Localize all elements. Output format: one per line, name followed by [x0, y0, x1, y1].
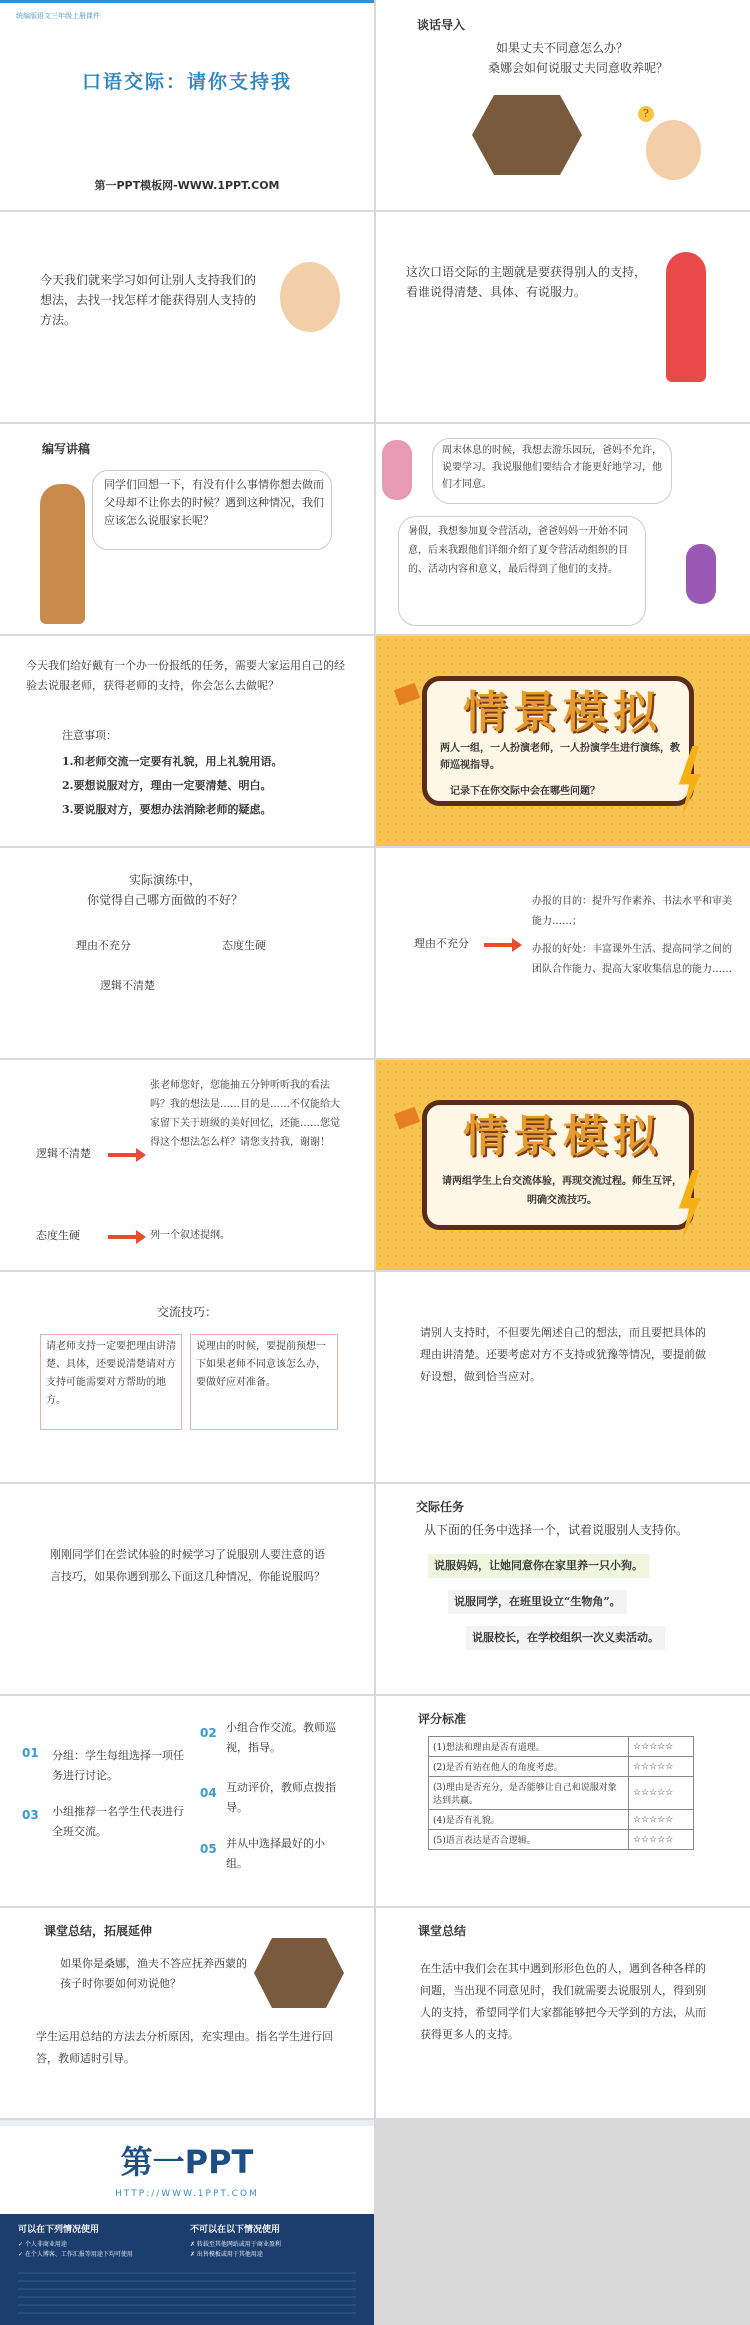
question-1: 实际演练中，: [128, 873, 201, 887]
stars: ☆☆☆☆☆: [629, 1757, 694, 1777]
scene-illustration: [254, 1938, 344, 2008]
girl-reading-illustration: [280, 262, 340, 332]
task-3: 说服校长，在学校组织一次义卖活动。: [466, 1626, 665, 1650]
criterion: (1)想法和理由是否有道理。: [429, 1737, 629, 1757]
not-allowed-heading: 不可以在以下情况使用: [190, 2225, 281, 2235]
slide-2-intro: [376, 0, 750, 210]
paragraph: 请别人支持时，不但要先阐述自己的想法，而且要把具体的理由讲清楚。还要考虑对方不支持或犹豫等情况，要提前做好设想，做到恰当应对。: [420, 1326, 706, 1383]
scene-illustration: [472, 95, 582, 175]
section-heading: 课堂总结，拓展延伸: [44, 1924, 153, 1938]
note-3: 3.要说服对方，要想办法消除老师的疑虑。: [62, 803, 272, 816]
option-b: 态度生硬: [222, 939, 266, 952]
slide-19: [0, 1908, 374, 2118]
step-4: 互动评价，教师点拨指导。: [226, 1781, 336, 1814]
table-row: [429, 1737, 694, 1757]
step-1: 分组：学生每组选择一项任务进行讨论。: [52, 1749, 184, 1782]
course-label: 统编版语文三年级上册课件: [16, 12, 100, 20]
section-heading: 编写讲稿: [42, 442, 91, 456]
stars: ☆☆☆☆☆: [629, 1830, 694, 1850]
paragraph: 刚刚同学们在尝试体验的时候学习了说服别人要注意的语言技巧，如果你遇到那么下面这几种情况，你能说服吗？: [50, 1548, 325, 1583]
section-heading: 评分标准: [418, 1712, 467, 1726]
slide-1-title: [0, 0, 374, 210]
girl-illustration: [646, 120, 701, 180]
paragraph: 张老师您好，您能抽五分钟听听我的看法吗？我的想法是……目的是……不仅能给大家留下关于班级的美好回忆，还能……您觉得这个想法怎么样？请您支持我，谢谢！: [150, 1080, 340, 1148]
slide-15: [0, 1484, 374, 1694]
child-illustration: [686, 544, 716, 604]
criterion: (3)理由是否充分，是否能够让自己和说服对象达到共赢。: [429, 1777, 629, 1810]
slide-21-footer: [0, 2120, 374, 2325]
scenario-title: 情景模拟: [463, 1111, 663, 1162]
note-2: 2.要想说服对方，理由一定要清楚、明白。: [62, 779, 272, 792]
slide-8-scenario: [376, 636, 750, 846]
notes-heading: 注意事项：: [62, 729, 117, 742]
task-1: 说服妈妈，让她同意你在家里养一只小狗。: [428, 1554, 649, 1578]
ppt-logo: 第一PPT: [120, 2143, 254, 2181]
criterion: (2)是否有站在他人的角度考虑。: [429, 1757, 629, 1777]
question-mark-icon: ?: [638, 106, 654, 122]
slide-title: 口语交际：请你支持我: [81, 71, 292, 93]
option-c: 逻辑不清楚: [100, 979, 155, 992]
paragraph: 今天我们给好戴有一个办一份报纸的任务，需要大家运用自己的经验去说服老师，获得老师的支持，你会怎么去做呢？: [26, 659, 345, 692]
slide-11: [0, 1060, 374, 1270]
section-heading: 交际任务: [416, 1500, 465, 1514]
task-2: 说服同学，在班里设立“生物角”。: [448, 1590, 627, 1614]
paragraph-1: 如果你是桑娜，渔夫不答应抚养西蒙的孩子时你要如何劝说他？: [60, 1957, 247, 1990]
step-2: 小组合作交流。教师巡视，指导。: [226, 1721, 336, 1754]
slide-14: [376, 1272, 750, 1482]
stars: ☆☆☆☆☆: [629, 1737, 694, 1757]
scenario-text: 两人一组，一人扮演老师，一人扮演学生进行演练，教师巡视指导。: [440, 743, 680, 771]
link-list: [18, 2266, 356, 2318]
slide-10: [376, 848, 750, 1058]
stars: ☆☆☆☆☆: [629, 1810, 694, 1830]
question-2: 桑娜会如何说服丈夫同意收养呢？: [488, 61, 669, 75]
slide-20: [376, 1908, 750, 2118]
paragraph: 今天我们就来学习如何让别人支持我们的想法，去找一找怎样才能获得别人支持的方法。: [40, 273, 257, 327]
slide-12-scenario: [376, 1060, 750, 1270]
step-number-5: 05: [200, 1842, 217, 1856]
scoring-table: [428, 1736, 694, 1850]
step-number-1: 01: [22, 1746, 39, 1760]
tip-2: 说理由的时候，要提前预想一下如果老师不同意该怎么办，要做好应对准备。: [196, 1341, 326, 1388]
not-allowed-1: ✗ 转载至其他网站或用于商业盈利: [190, 2241, 281, 2248]
paragraph-2: 列一个叙述提纲。: [150, 1230, 230, 1241]
criterion: (4)是否有礼貌。: [429, 1810, 629, 1830]
tips-heading: 交流技巧：: [156, 1305, 217, 1319]
question-1: 如果丈夫不同意怎么办？: [496, 41, 629, 55]
question-2: 你觉得自己哪方面做的不好？: [86, 893, 243, 907]
slide-17: [0, 1696, 374, 1906]
section-heading: 课堂总结: [418, 1924, 467, 1938]
option-a: 理由不充分: [76, 939, 131, 952]
tip-1: 请老师支持一定要把理由讲清楚、具体，还要说清楚请对方支持可能需要对方帮助的地方。: [46, 1341, 176, 1406]
table-row: [429, 1830, 694, 1850]
scenario-title: 情景模拟: [463, 687, 663, 738]
table-row: [429, 1757, 694, 1777]
scenario-question: 记录下在你交际中会在哪些问题？: [450, 786, 600, 797]
reason-label: 理由不充分: [414, 937, 469, 950]
slide-18: [376, 1696, 750, 1906]
section-heading: 谈话导入: [417, 18, 466, 32]
slide-9: [0, 848, 374, 1058]
allowed-heading: 可以在下列情况使用: [18, 2225, 100, 2235]
allowed-2: ✓ 在个人博客、工作汇报等用途下均可使用: [18, 2251, 133, 2258]
arrow-icon: [108, 1153, 138, 1157]
top-strip: [0, 2120, 374, 2126]
table-row: [429, 1810, 694, 1830]
stars: ☆☆☆☆☆: [629, 1777, 694, 1810]
slide-6: [376, 424, 750, 634]
site-label: 第一PPT模板网-WWW.1PPT.COM: [94, 179, 280, 192]
paragraph-1: 办报的目的：提升写作素养、书法水平和审美能力……；: [532, 896, 732, 927]
step-3: 小组推荐一名学生代表进行全班交流。: [52, 1805, 184, 1838]
attitude-label: 态度生硬: [36, 1229, 80, 1242]
boy-illustration: [40, 484, 85, 624]
step-5: 并从中选择最好的小组。: [226, 1837, 325, 1870]
arrow-icon: [484, 943, 514, 947]
paragraph: 同学们回想一下，有没有什么事情你想去做而父母却不让你去的时候？遇到这种情况，我们应该怎么说服家长呢？: [104, 478, 324, 527]
paragraph-2: 暑假，我想参加夏令营活动，爸爸妈妈一开始不同意，后来我跟他们详细介绍了夏令营活动组织的目的、活动内容和意义，最后得到了他们的支持。: [408, 526, 628, 575]
slide-13: [0, 1272, 374, 1482]
criterion: (5)语言表达是否合逻辑。: [429, 1830, 629, 1850]
slide-4: [376, 212, 750, 422]
girl-illustration: [382, 440, 412, 500]
note-1: 1.和老师交流一定要有礼貌，用上礼貌用语。: [62, 755, 283, 768]
slide-5: [0, 424, 374, 634]
scenario-text: 请两组学生上台交流体验，再现交流过程。师生互评，明确交流技巧。: [442, 1176, 682, 1206]
paragraph: 这次口语交际的主题就是要获得别人的支持，看谁说得清楚、具体、有说服力。: [406, 265, 647, 299]
step-number-4: 04: [200, 1786, 217, 1800]
paragraph-2: 学生运用总结的方法去分析原因，充实理由。指名学生进行回答，教师适时引导。: [36, 2030, 333, 2065]
logic-label: 逻辑不清楚: [36, 1147, 91, 1160]
slide-16: [376, 1484, 750, 1694]
paragraph-1: 周末休息的时候，我想去游乐园玩，爸妈不允许，说要学习。我说服他们要结合才能更好地学习，他们才同意。: [442, 445, 662, 490]
teacher-illustration: [666, 252, 706, 382]
top-bar: [0, 0, 374, 3]
logo-url[interactable]: HTTP://WWW.1PPT.COM: [115, 2189, 259, 2199]
slide-7: [0, 636, 374, 846]
paragraph: 在生活中我们会在其中遇到形形色色的人，遇到各种各样的问题，当出现不同意见时，我们就需要去说服别人，得到别人的支持，希望同学们大家都能够把今天学到的方法，从而获得更多人的支持。: [420, 1962, 706, 2041]
arrow-icon: [108, 1235, 138, 1239]
slide-3: [0, 212, 374, 422]
table-row: [429, 1777, 694, 1810]
step-number-2: 02: [200, 1726, 217, 1740]
task-intro: 从下面的任务中选择一个，试着说服别人支持你。: [424, 1523, 689, 1537]
not-allowed-2: ✗ 出售模板或用于其他用途: [190, 2251, 263, 2258]
allowed-1: ✓ 个人非商业用途: [18, 2241, 67, 2248]
paragraph-2: 办报的好处：丰富课外生活、提高同学之间的团队合作能力、提高大家收集信息的能力……: [532, 944, 732, 975]
step-number-3: 03: [22, 1808, 39, 1822]
